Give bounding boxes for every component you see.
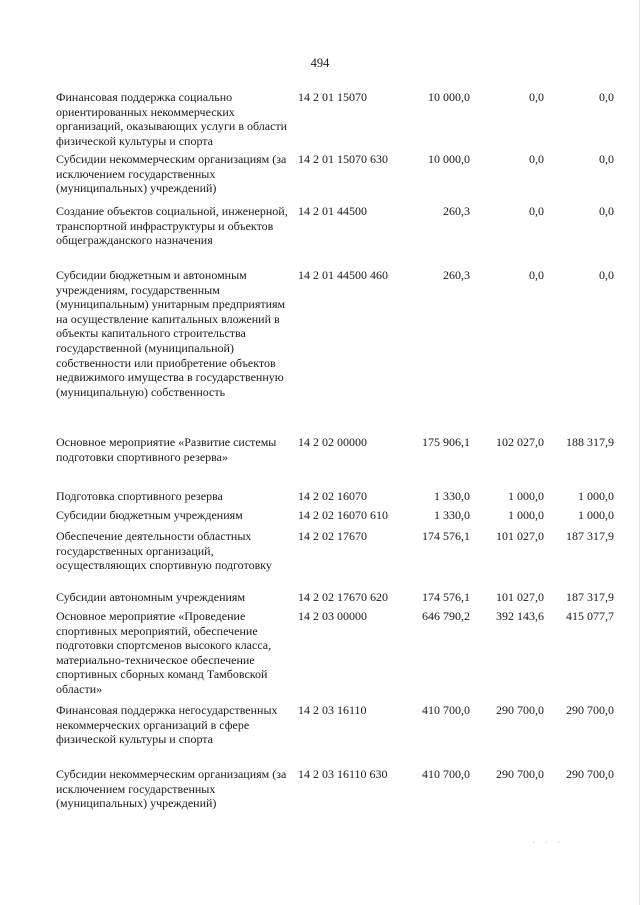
scan-speckles: · · · (532, 838, 564, 847)
row-name: Субсидии бюджетным и автономным учреждениям, государственным (муниципальным) унитарным предприятиям на осуществление капитальных вложений в объекты капитального строительства государственной (муниципальной) собственности или приобретение объектов недвижимого имущества в государственную (муниципальную) собственность (56, 268, 286, 399)
row-value-2: 102 027,0 (496, 435, 544, 449)
row-code: 14 2 01 15070 630 (298, 152, 388, 166)
row-name: Субсидии автономным учреждениям (56, 590, 246, 604)
row-name: Субсидии некоммерческим организациям (за исключением государственных (муниципальных) учреждений) (56, 767, 287, 811)
row-name: Создание объектов социальной, инженерной, транспортной инфраструктуры и объектов общегражданского назначения (56, 204, 288, 248)
table-row (0, 529, 640, 590)
row-value-2: 0,0 (529, 90, 544, 104)
row-name: Финансовая поддержка социально ориентированных некоммерческих организаций, оказывающих услуги в области физической культуры и спорта (56, 90, 288, 148)
row-code: 14 2 03 16110 (298, 703, 367, 717)
row-name: Основное мероприятие «Развитие системы подготовки спортивного резерва» (56, 435, 277, 464)
row-code: 14 2 01 44500 460 (298, 268, 388, 282)
row-value-3: 187 317,9 (566, 529, 614, 543)
table-row (0, 609, 640, 703)
row-value-1: 646 790,2 (422, 609, 470, 623)
row-code: 14 2 02 17670 620 (298, 590, 388, 604)
row-value-1: 260,3 (443, 204, 470, 218)
table-row (0, 90, 640, 152)
row-name: Субсидии некоммерческим организациям (за исключением государственных (муниципальных) учреждений) (56, 152, 287, 196)
row-value-3: 290 700,0 (566, 767, 614, 781)
row-name: Финансовая поддержка негосударственных некоммерческих организаций в сфере физической культуры и спорта (56, 703, 278, 747)
row-value-3: 290 700,0 (566, 703, 614, 717)
row-value-1: 174 576,1 (422, 529, 470, 543)
row-value-3: 188 317,9 (566, 435, 614, 449)
table-row (0, 703, 640, 767)
row-name: Подготовка спортивного резерва (56, 489, 223, 503)
row-value-2: 101 027,0 (496, 590, 544, 604)
row-value-1: 410 700,0 (422, 703, 470, 717)
row-code: 14 2 02 00000 (298, 435, 367, 449)
row-value-3: 187 317,9 (566, 590, 614, 604)
row-value-1: 10 000,0 (428, 152, 470, 166)
table-row (0, 767, 640, 817)
row-value-3: 415 077,7 (566, 609, 614, 623)
page-number: 494 (310, 56, 330, 70)
row-value-2: 1 000,0 (508, 489, 544, 503)
table-row (0, 435, 640, 489)
row-code: 14 2 02 16070 (298, 489, 367, 503)
row-value-3: 1 000,0 (578, 489, 614, 503)
row-value-3: 0,0 (599, 268, 614, 282)
row-value-1: 1 330,0 (434, 508, 470, 522)
table-row (0, 204, 640, 268)
budget-table (0, 90, 640, 817)
table-row (0, 268, 640, 435)
row-value-1: 174 576,1 (422, 590, 470, 604)
row-value-2: 0,0 (529, 268, 544, 282)
row-value-3: 0,0 (599, 90, 614, 104)
row-value-1: 1 330,0 (434, 489, 470, 503)
row-code: 14 2 02 16070 610 (298, 508, 388, 522)
row-value-1: 175 906,1 (422, 435, 470, 449)
table-row (0, 152, 640, 204)
row-name: Субсидии бюджетным учреждениям (56, 508, 243, 522)
row-value-1: 410 700,0 (422, 767, 470, 781)
row-value-1: 260,3 (443, 268, 470, 282)
row-value-2: 101 027,0 (496, 529, 544, 543)
row-value-3: 1 000,0 (578, 508, 614, 522)
table-row (0, 489, 640, 508)
row-name: Основное мероприятие «Проведение спортивных мероприятий, обеспечение подготовки спортсменов высокого класса, материально-техническое обеспечение спортивных сборных команд Тамбовской области» (56, 609, 272, 696)
table-row (0, 508, 640, 529)
row-value-2: 392 143,6 (496, 609, 544, 623)
row-value-2: 290 700,0 (496, 703, 544, 717)
row-value-2: 1 000,0 (508, 508, 544, 522)
row-code: 14 2 03 00000 (298, 609, 367, 623)
row-value-2: 0,0 (529, 152, 544, 166)
row-value-3: 0,0 (599, 152, 614, 166)
row-value-3: 0,0 (599, 204, 614, 218)
row-name: Обеспечение деятельности областных государственных организаций, осуществляющих спортивную подготовку (56, 529, 272, 573)
row-code: 14 2 02 17670 (298, 529, 367, 543)
row-code: 14 2 03 16110 630 (298, 767, 388, 781)
row-code: 14 2 01 15070 (298, 90, 367, 104)
row-value-2: 290 700,0 (496, 767, 544, 781)
row-value-1: 10 000,0 (428, 90, 470, 104)
table-row (0, 590, 640, 609)
row-value-2: 0,0 (529, 204, 544, 218)
row-code: 14 2 01 44500 (298, 204, 367, 218)
